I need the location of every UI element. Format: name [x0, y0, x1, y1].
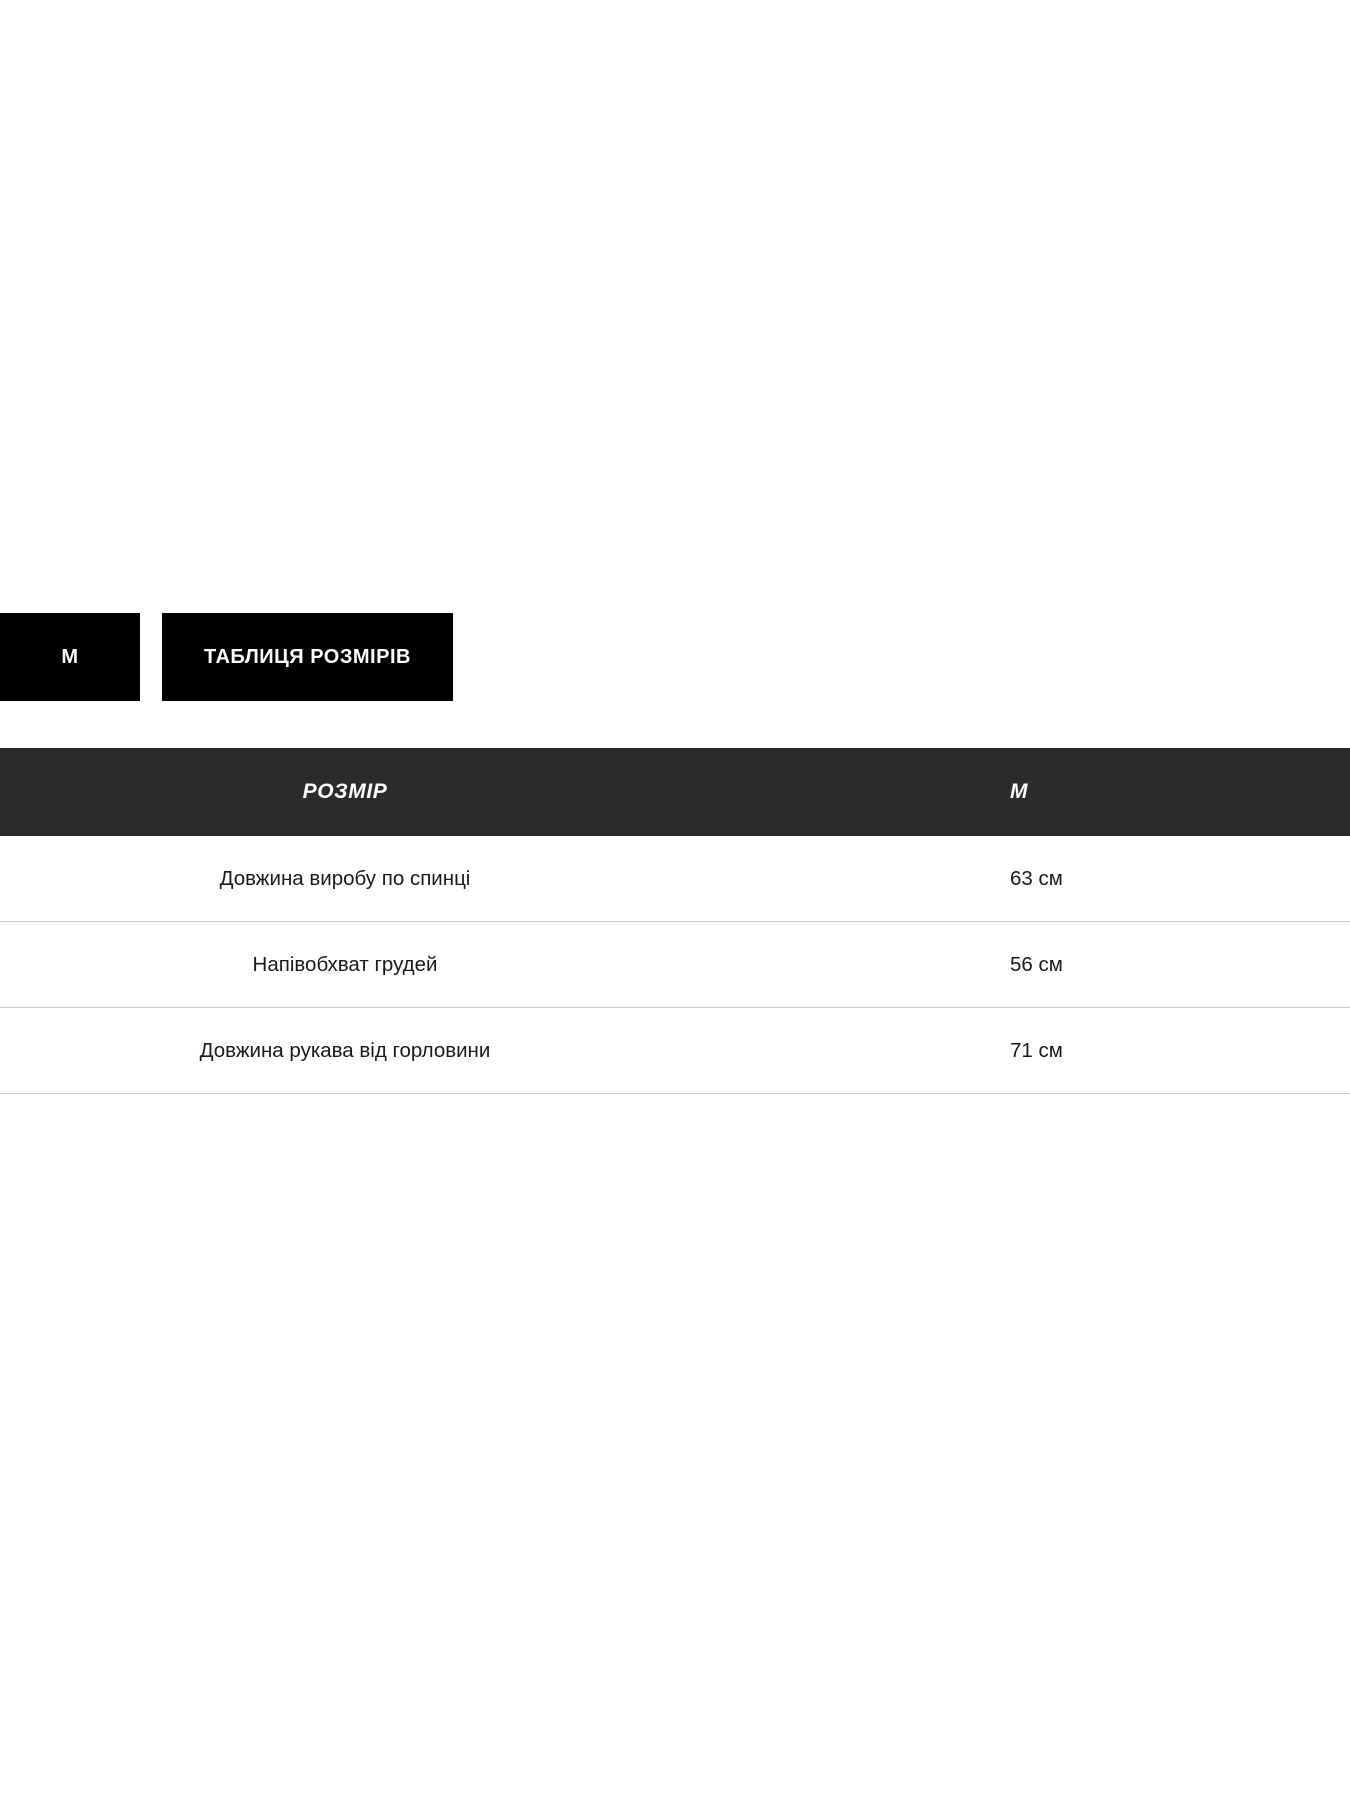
measurement-label: Довжина рукава від горловини [0, 1008, 690, 1094]
table-header-row [0, 748, 1350, 836]
table-header-size-m: M [690, 748, 1350, 836]
measurement-value: 71 см [690, 1008, 1350, 1094]
table-header-parameter: РОЗМІР [0, 748, 690, 836]
size-measurements-table [0, 748, 1350, 1094]
measurement-value: 56 см [690, 922, 1350, 1008]
table-row [0, 1008, 1350, 1094]
table-row [0, 922, 1350, 1008]
measurement-value: 63 см [690, 836, 1350, 922]
tag-row [0, 613, 453, 701]
measurement-label: Довжина виробу по спинці [0, 836, 690, 922]
measurement-label: Напівобхват грудей [0, 922, 690, 1008]
size-badge: M [0, 613, 140, 701]
size-chart-title-badge: ТАБЛИЦЯ РОЗМІРІВ [162, 613, 453, 701]
table-row [0, 836, 1350, 922]
table-header [0, 748, 1350, 836]
table-body [0, 836, 1350, 1094]
